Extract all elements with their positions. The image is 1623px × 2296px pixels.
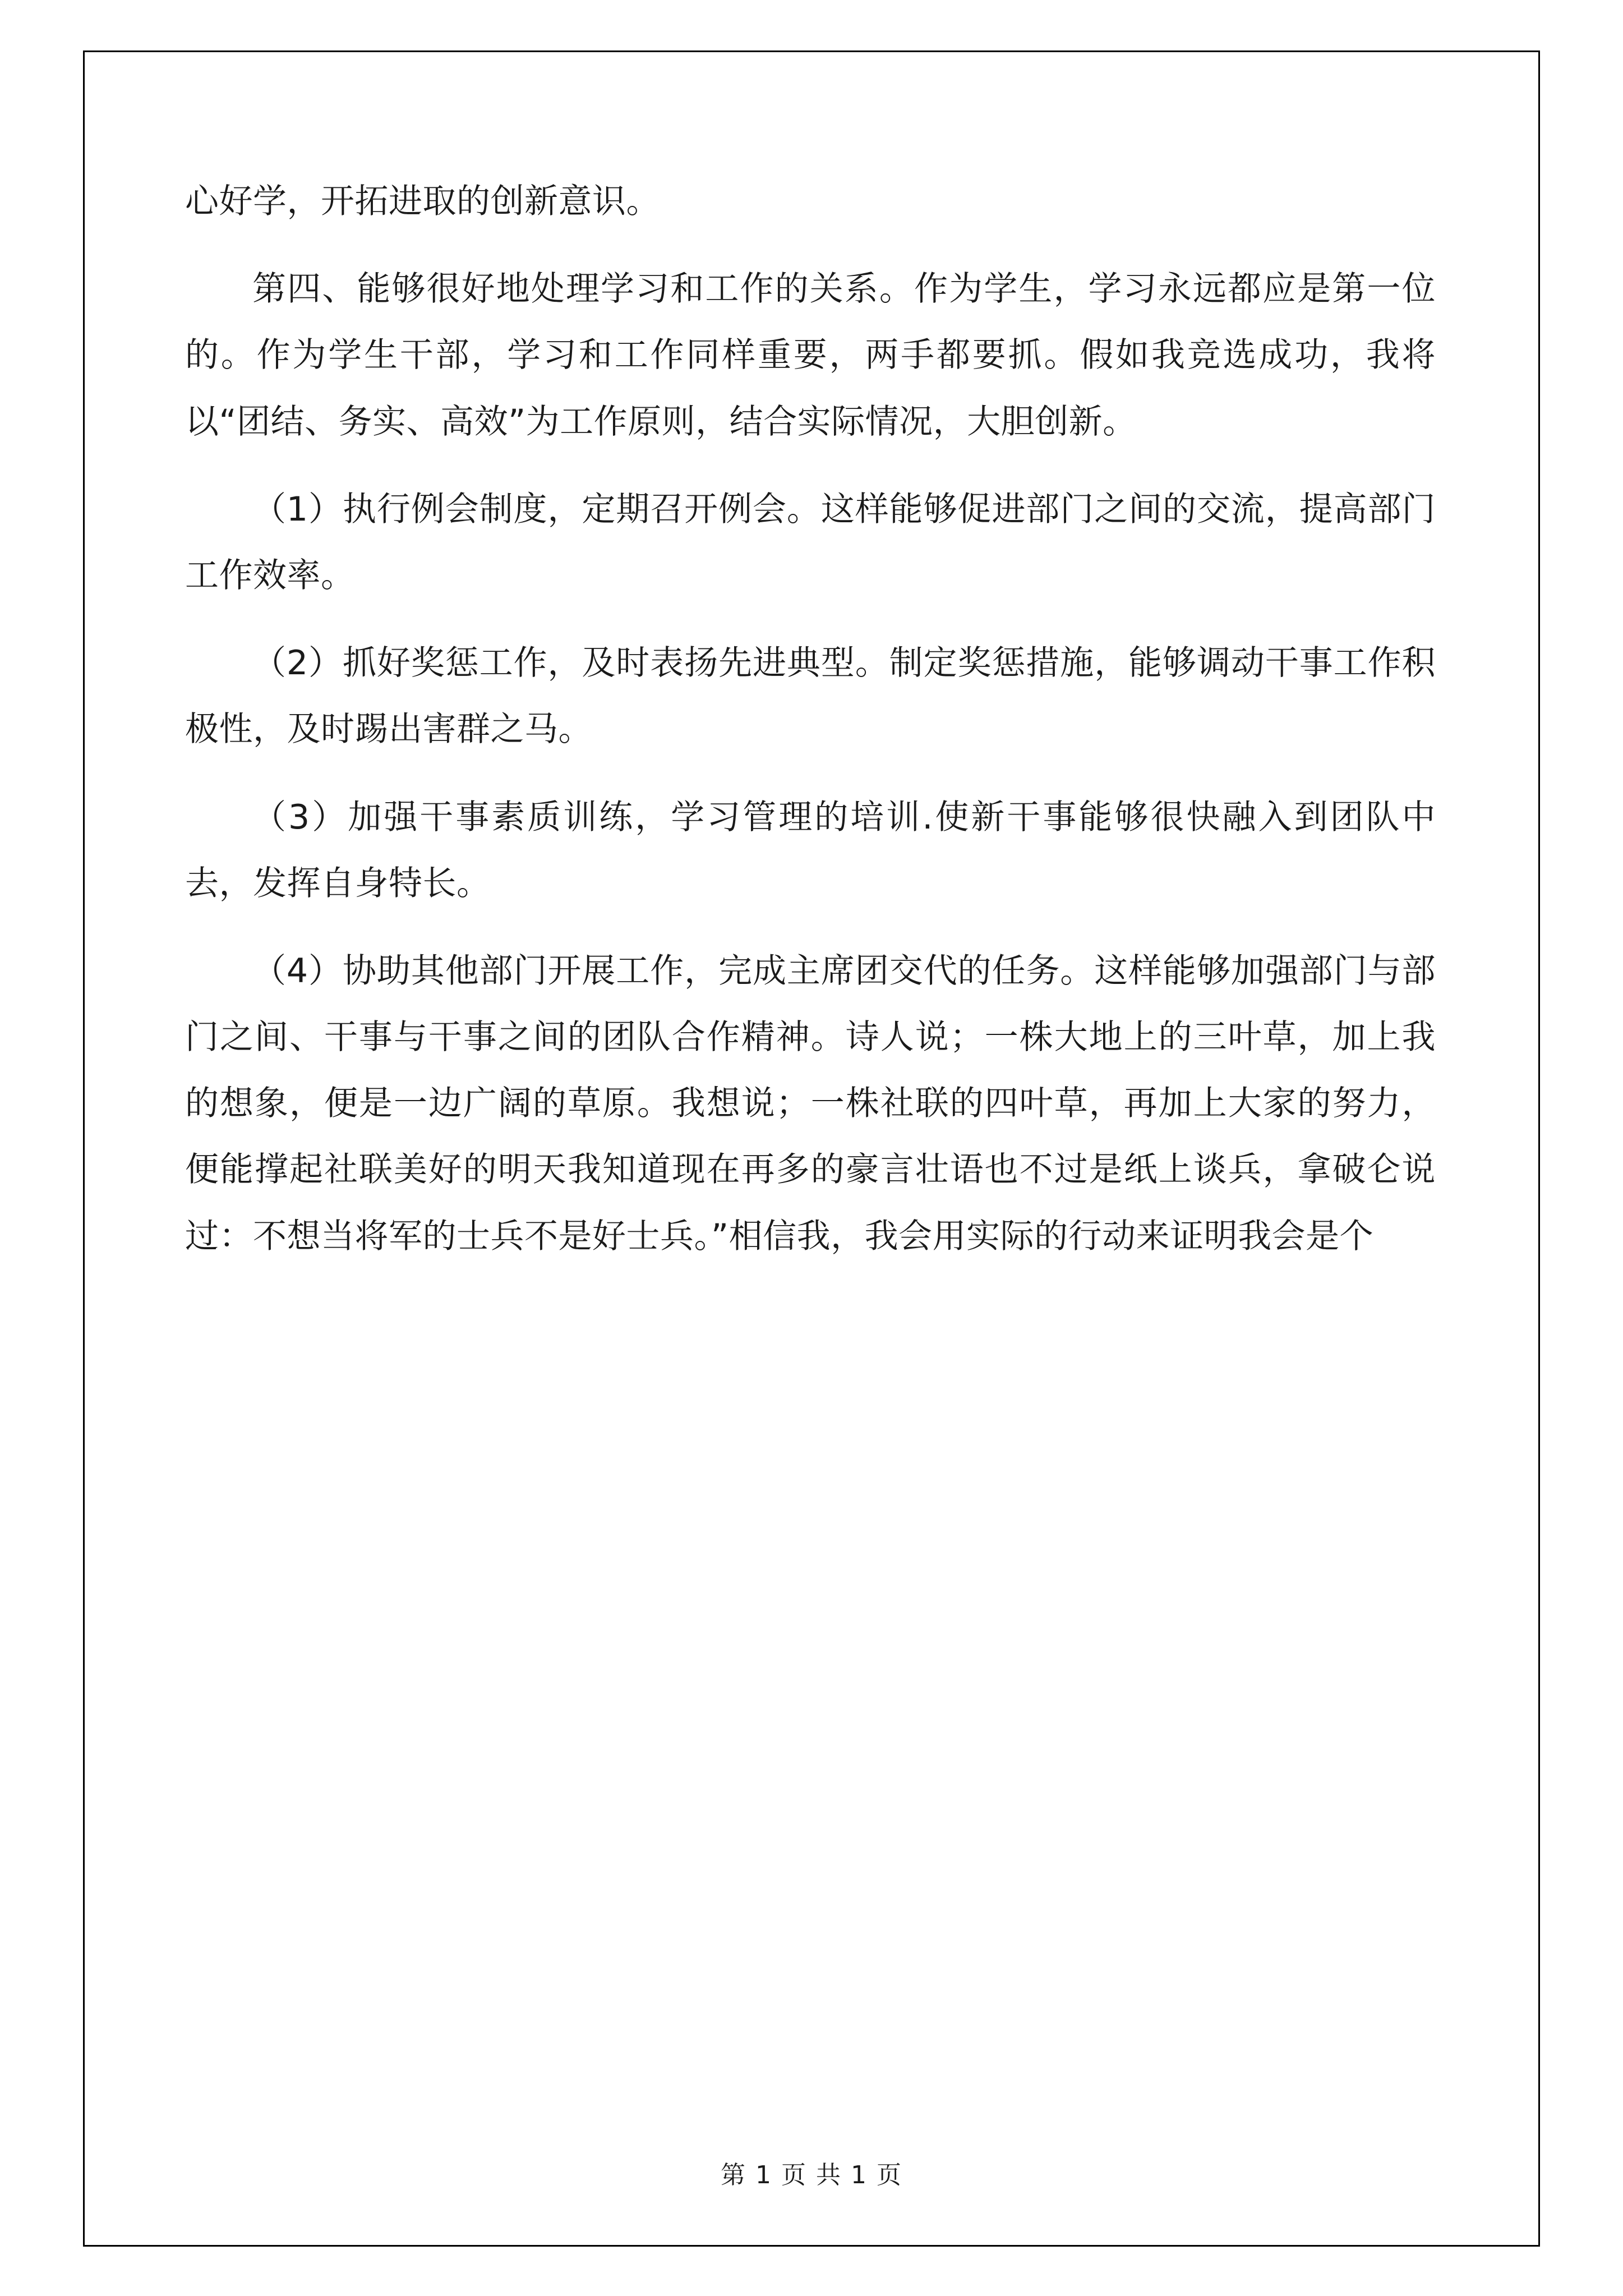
paragraph: 心好学，开拓进取的创新意识。 <box>185 182 660 221</box>
paragraph: （3）加强干事素质训练，学习管理的培训.使新干事能够很快融入到团队中去，发挥自身特长。 <box>185 797 1436 903</box>
paragraph: （2）抓好奖惩工作，及时表扬先进典型。制定奖惩措施，能够调动干事工作积极性，及时踢出害群之马。 <box>185 643 1436 749</box>
document-body <box>185 168 1436 1291</box>
page-footer: 第 1 页 共 1 页 <box>721 2161 902 2189</box>
paragraph: （1）执行例会制度，定期召开例会。这样能够促进部门之间的交流，提高部门工作效率。 <box>185 489 1436 595</box>
paragraph: 第四、能够很好地处理学习和工作的关系。作为学生，学习永远都应是第一位的。作为学生干部，学习和工作同样重要，两手都要抓。假如我竞选成功，我将以“团结、务实、高效”为工作原则，结合实际情况，大胆创新。 <box>185 269 1436 441</box>
paragraph: （4）协助其他部门开展工作，完成主席团交代的任务。这样能够加强部门与部门之间、干事与干事之间的团队合作精神。诗人说；一株大地上的三叶草，加上我的想象，便是一边广阔的草原。我想说；一株社联的四叶草，再加上大家的努力，便能撑起社联美好的明天我知道现在再多的豪言壮语也不过是纸上谈兵，拿破仑说过：不想当将军的士兵不是好士兵。”相信我，我会用实际的行动来证明我会是个 <box>185 951 1436 1256</box>
